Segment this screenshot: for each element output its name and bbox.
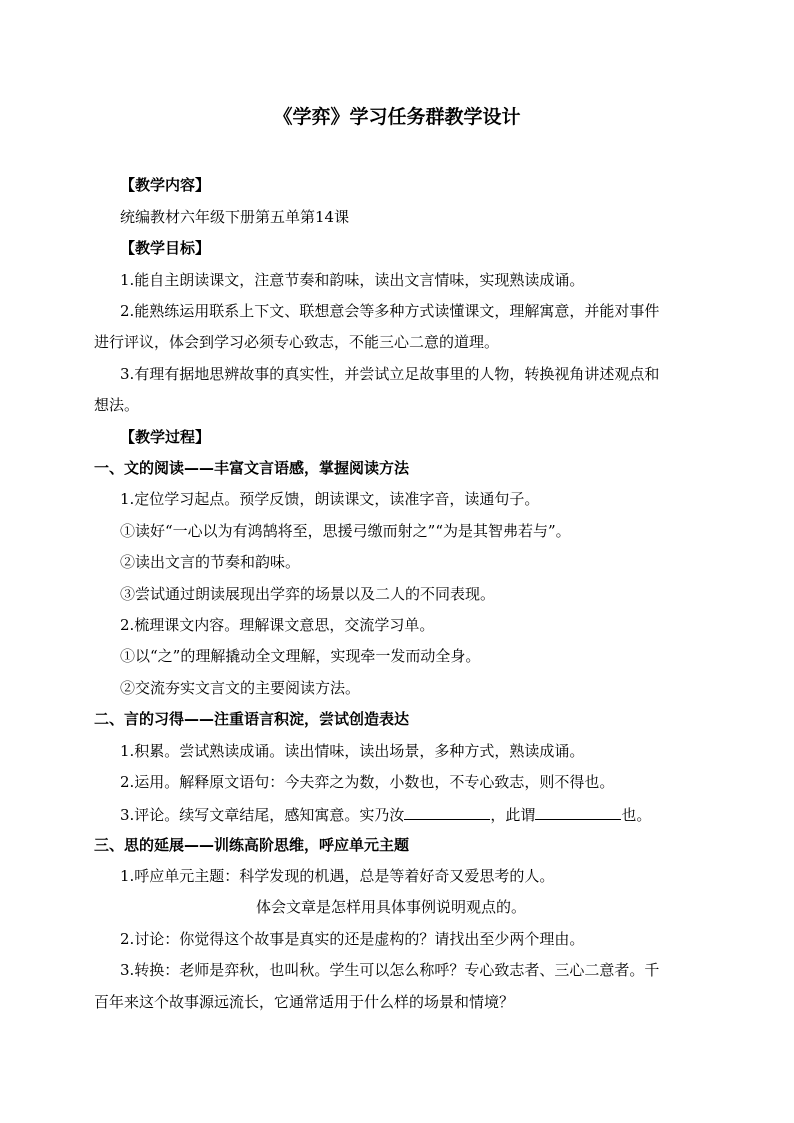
part1-item1b: ②读出文言的节奏和韵味。 xyxy=(120,553,301,571)
part1-item1a: ①读好“一心以为有鸿鹄将至，思援弓缴而射之”“为是其智弗若与”。 xyxy=(120,522,571,540)
content-text: 统编教材六年级下册第五单第14课 xyxy=(120,208,350,226)
part3-item1: 1.呼应单元主题：科学发现的机遇，总是等着好奇又爱思考的人。 xyxy=(120,867,555,885)
part3-item3-line2: 百年来这个故事源远流长，它通常适用于什么样的场景和情境？ xyxy=(94,993,515,1011)
goal-2-line1: 2.能熟练运用联系上下文、联想意会等多种方式读懂课文，理解寓意，并能对事件 xyxy=(120,302,660,320)
part1-item2b: ②交流夯实文言文的主要阅读方法。 xyxy=(120,679,361,697)
part2-heading: 二、言的习得——注重语言积淀，尝试创造表达 xyxy=(94,710,410,728)
part2-item3 xyxy=(120,803,651,825)
part3-item2: 2.讨论：你觉得这个故事是真实的还是虚构的？请找出至少两个理由。 xyxy=(120,930,585,948)
part1-item1: 1.定位学习起点。预学反馈，朗读课文，读准字音，读通句子。 xyxy=(120,490,540,508)
process-heading: 【教学过程】 xyxy=(120,428,211,446)
goal-3-line2: 想法。 xyxy=(94,396,140,414)
part2-item3-mid: ，此谓 xyxy=(490,806,536,824)
part3-item1b: 体会文章是怎样用具体事例说明观点的。 xyxy=(256,898,527,916)
fill-blank-2 xyxy=(535,803,621,820)
goal-2-line2: 进行评议，体会到学习必须专心致志，不能三心二意的道理。 xyxy=(94,333,500,351)
part3-heading: 三、思的延展——训练高阶思维，呼应单元主题 xyxy=(94,836,410,854)
part1-item2: 2.梳理课文内容。理解课文意思，交流学习单。 xyxy=(120,616,435,634)
goals-heading: 【教学目标】 xyxy=(120,239,211,257)
goal-1: 1.能自主朗读课文，注意节奏和韵味，读出文言情味，实现熟读成诵。 xyxy=(120,271,585,289)
part3-item3-line1: 3.转换：老师是弈秋，也叫秋。学生可以怎么称呼？专心致志者、三心二意者。千 xyxy=(120,961,660,979)
goal-3-line1: 3.有理有据地思辨故事的真实性，并尝试立足故事里的人物，转换视角讲述观点和 xyxy=(120,365,660,383)
part1-item1c: ③尝试通过朗读展现出学弈的场景以及二人的不同表现。 xyxy=(120,585,496,603)
part2-item3-end: 也。 xyxy=(621,806,652,824)
part2-item3-text: 3.评论。续写文章结尾，感知寓意。实乃汝 xyxy=(120,806,405,824)
part2-item2: 2.运用。解释原文语句：今夫弈之为数，小数也，不专心致志，则不得也。 xyxy=(120,773,615,791)
part2-item1: 1.积累。尝试熟读成诵。读出情味，读出场景，多种方式，熟读成诵。 xyxy=(120,742,585,760)
part1-item2a: ①以“之”的理解撬动全文理解，实现牵一发而动全身。 xyxy=(120,647,481,665)
page-title: 《学弈》学习任务群教学设计 xyxy=(273,106,521,128)
part1-heading: 一、文的阅读——丰富文言语感，掌握阅读方法 xyxy=(94,459,410,477)
content-heading: 【教学内容】 xyxy=(120,176,211,194)
fill-blank-1 xyxy=(404,803,490,820)
